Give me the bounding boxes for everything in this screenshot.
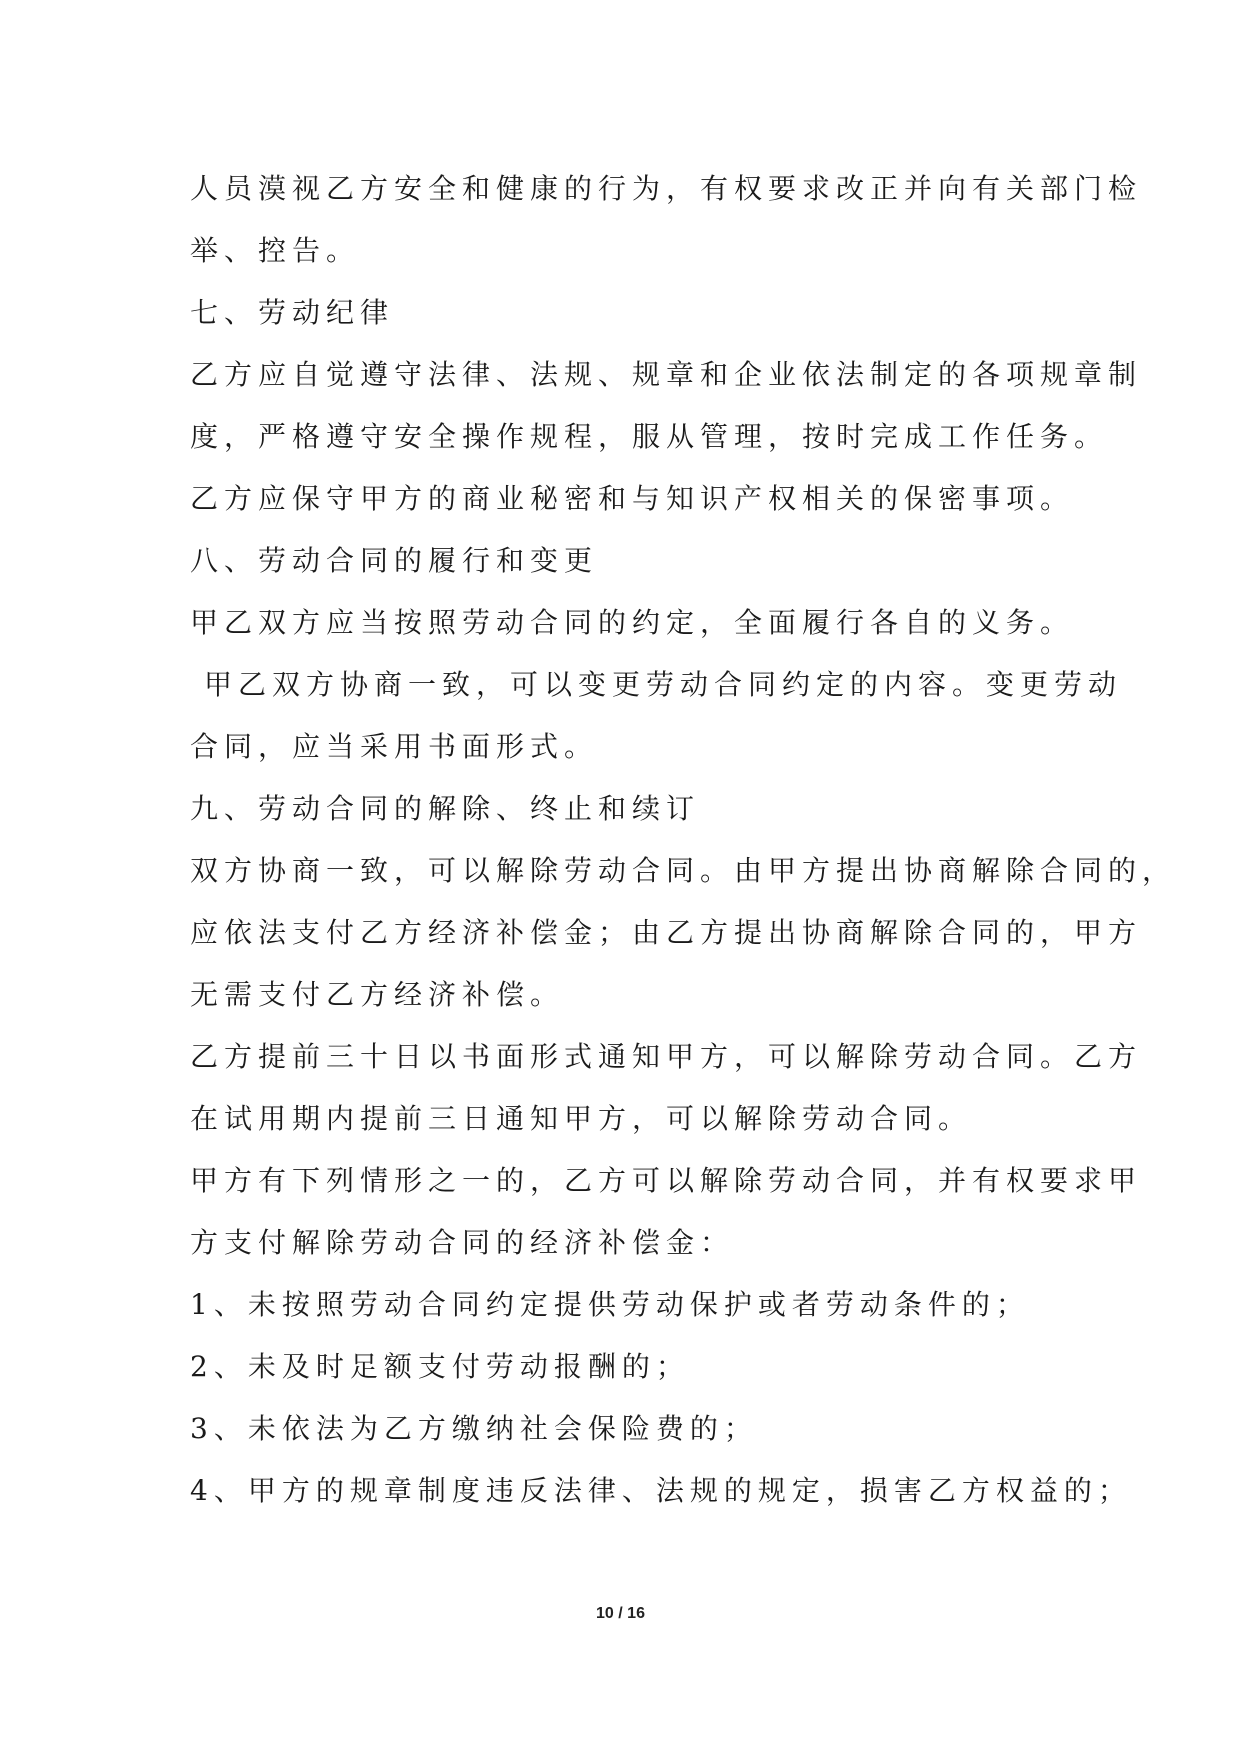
text-line: 无需支付乙方经济补偿。 bbox=[190, 978, 565, 1011]
text-line: 在试用期内提前三日通知甲方，可以解除劳动合同。 bbox=[190, 1102, 973, 1135]
section-heading: 九、劳动合同的解除、终止和续订 bbox=[190, 792, 701, 825]
text-line: 度，严格遵守安全操作规程，服从管理，按时完成工作任务。 bbox=[190, 420, 1109, 453]
text-line: 甲乙双方协商一致，可以变更劳动合同约定的内容。变更劳动 bbox=[204, 668, 1123, 701]
list-item: 2、未及时足额支付劳动报酬的； bbox=[190, 1350, 690, 1383]
text-line: 合同，应当采用书面形式。 bbox=[190, 730, 599, 763]
document-body bbox=[190, 158, 1177, 1522]
section-heading: 八、劳动合同的履行和变更 bbox=[190, 544, 599, 577]
text-line: 乙方应保守甲方的商业秘密和与知识产权相关的保密事项。 bbox=[190, 482, 1075, 515]
text-line: 乙方提前三十日以书面形式通知甲方，可以解除劳动合同。乙方 bbox=[190, 1040, 1143, 1073]
section-heading: 七、劳动纪律 bbox=[190, 296, 395, 329]
text-line: 举、控告。 bbox=[190, 234, 361, 267]
text-line: 双方协商一致，可以解除劳动合同。由甲方提出协商解除合同的， bbox=[190, 854, 1177, 887]
text-line: 人员漠视乙方安全和健康的行为，有权要求改正并向有关部门检 bbox=[190, 172, 1143, 205]
text-line: 甲乙双方应当按照劳动合同的约定，全面履行各自的义务。 bbox=[190, 606, 1075, 639]
text-line: 方支付解除劳动合同的经济补偿金： bbox=[190, 1226, 735, 1259]
text-line: 甲方有下列情形之一的，乙方可以解除劳动合同，并有权要求甲 bbox=[190, 1164, 1143, 1197]
list-item: 3、未依法为乙方缴纳社会保险费的； bbox=[190, 1412, 758, 1445]
page-number: 10 / 16 bbox=[596, 1605, 645, 1622]
list-item: 1、未按照劳动合同约定提供劳动保护或者劳动条件的； bbox=[190, 1288, 1030, 1321]
list-item: 4、甲方的规章制度违反法律、法规的规定，损害乙方权益的； bbox=[190, 1474, 1132, 1507]
text-line: 应依法支付乙方经济补偿金；由乙方提出协商解除合同的，甲方 bbox=[190, 916, 1143, 949]
text-line: 乙方应自觉遵守法律、法规、规章和企业依法制定的各项规章制 bbox=[190, 358, 1143, 391]
